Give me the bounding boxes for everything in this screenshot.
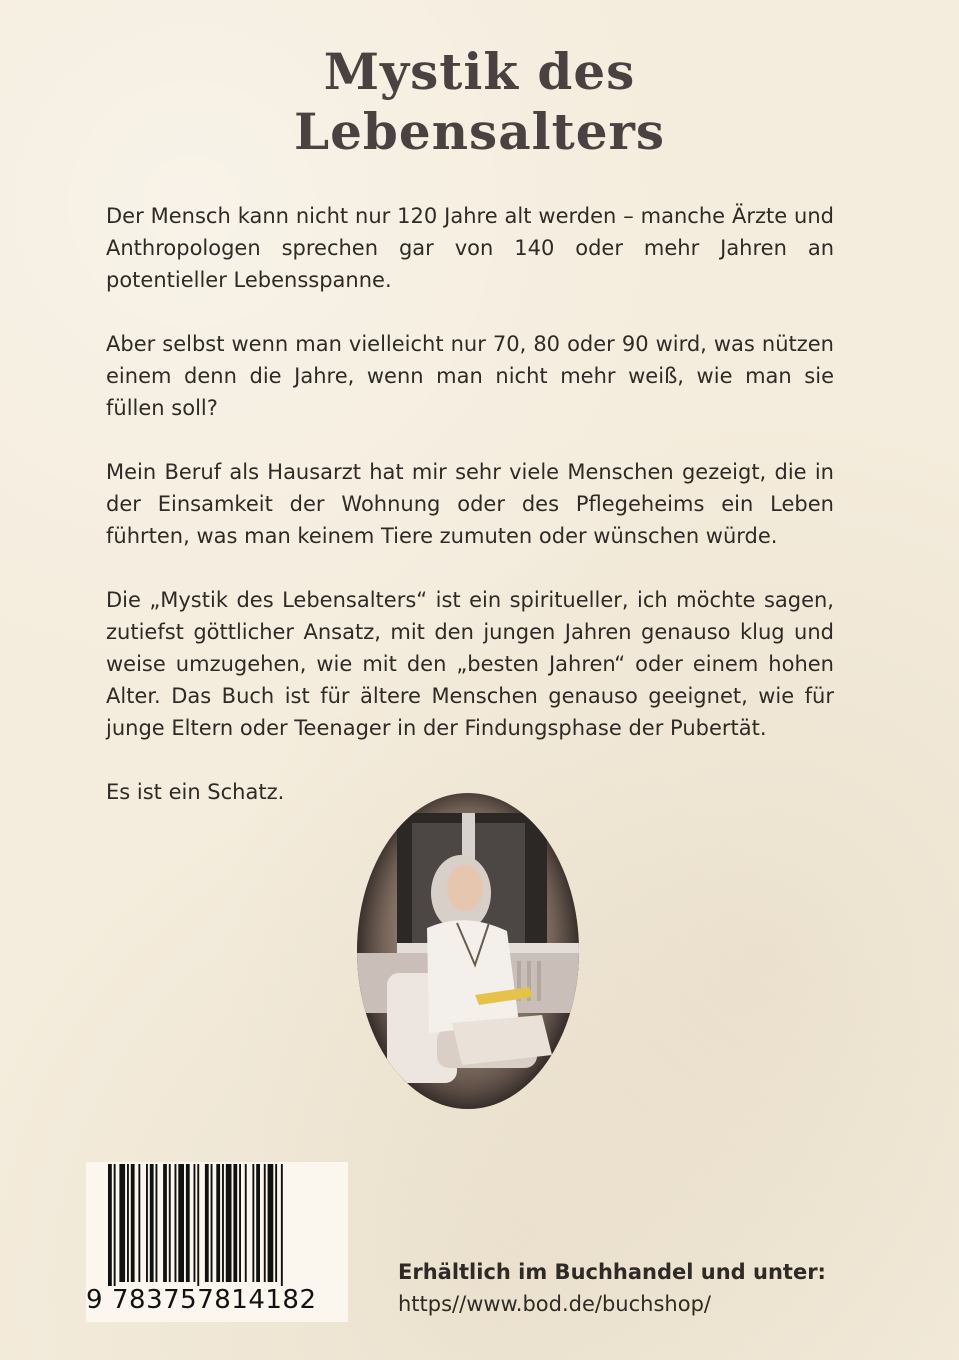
barcode-bar: [156, 1164, 158, 1282]
barcode-bar: [245, 1164, 247, 1282]
barcode-bar: [163, 1164, 167, 1282]
barcode-bar: [119, 1164, 125, 1282]
author-portrait: [357, 793, 579, 1109]
barcode-bar: [108, 1164, 112, 1286]
title-line-2: Lebensalters: [293, 102, 666, 161]
title-line-1: Mystik des: [323, 42, 636, 101]
availability-info: [398, 1256, 868, 1320]
isbn-digits: 783757814182: [112, 1285, 317, 1315]
barcode-bar: [150, 1164, 154, 1282]
barcode-bar: [264, 1164, 266, 1282]
barcode-bar: [222, 1164, 224, 1282]
barcode-bar: [211, 1164, 213, 1282]
isbn-lead-digit: 9: [86, 1285, 103, 1315]
barcode-bar: [239, 1164, 241, 1282]
barcode-bar: [186, 1164, 190, 1282]
barcode-bars: [86, 1162, 348, 1286]
barcode-bar: [256, 1164, 260, 1282]
barcode-bar: [197, 1164, 199, 1286]
barcode-bar: [233, 1164, 237, 1282]
paragraph: Es ist ein Schatz.: [106, 780, 285, 804]
barcode-bar: [131, 1164, 135, 1282]
barcode-bar: [178, 1164, 184, 1282]
barcode-bar: [252, 1164, 254, 1282]
barcode-bar: [127, 1164, 129, 1282]
availability-heading: Erhältlich im Buchhandel und unter:: [398, 1260, 826, 1284]
barcode-bar: [146, 1164, 148, 1282]
barcode-bar: [205, 1164, 209, 1282]
barcode-bar: [281, 1164, 283, 1286]
barcode-bar: [114, 1164, 116, 1286]
barcode-bar: [194, 1164, 196, 1282]
shop-url[interactable]: https//www.bod.de/buchshop/: [398, 1292, 711, 1316]
blurb-text: [106, 200, 834, 840]
paragraph: Aber selbst wenn man vielleicht nur 70, 80 oder 90 wird, was nützen einem denn die Jahre, wenn man nicht mehr weiß, wie man sie füllen soll?: [106, 332, 834, 420]
barcode-bar: [175, 1164, 177, 1282]
barcode-bar: [169, 1164, 171, 1282]
barcode-bar: [268, 1164, 274, 1282]
paragraph: Mein Beruf als Hausarzt hat mir sehr viele Menschen gezeigt, die in der Einsamkeit der Wohnung oder des Pflegeheims ein Leben führten, was man keinem Tiere zumuten oder wünschen würde.: [106, 460, 834, 548]
paragraph: Der Mensch kann nicht nur 120 Jahre alt werden – manche Ärzte und Anthropologen sprechen gar von 140 oder mehr Jahren an potentieller Lebensspanne.: [106, 204, 834, 292]
paragraph: Die „Mystik des Lebensalters“ ist ein spiritueller, ich möchte sagen, zutiefst göttlicher Ansatz, mit den jungen Jahren genauso klug und weise umzugehen, wie mit den „besten Jahren“ oder einem hohen Alter. Das Buch ist für ältere Menschen genauso geeignet, wie für junge Eltern oder Teenager in der Findungsphase der Pubertät.: [106, 588, 834, 740]
barcode-bar: [138, 1164, 140, 1282]
book-title: [0, 42, 959, 162]
author-portrait-illustration: [357, 793, 579, 1109]
barcode-bar: [275, 1164, 277, 1282]
barcode-bar: [226, 1164, 232, 1282]
barcode-bar: [216, 1164, 220, 1282]
